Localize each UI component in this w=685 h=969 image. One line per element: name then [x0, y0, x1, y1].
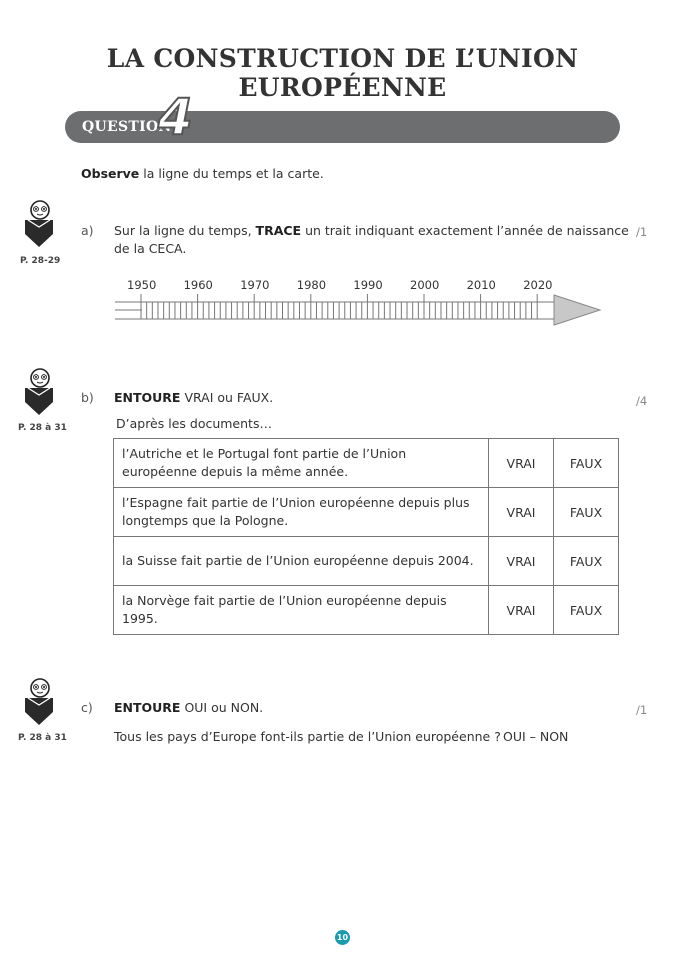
- table-row: [114, 439, 619, 488]
- faux-option[interactable]: FAUX: [554, 537, 619, 586]
- vrai-option[interactable]: VRAI: [489, 439, 554, 488]
- timeline-year-label: 2010: [466, 278, 496, 292]
- part-a-line1: [114, 223, 629, 238]
- mascot-icon: [22, 368, 56, 420]
- score-c: /1: [636, 703, 648, 717]
- timeline-year-label: 1980: [296, 278, 327, 292]
- table-row: [114, 537, 619, 586]
- page-number: 10: [335, 930, 350, 945]
- vrai-option[interactable]: VRAI: [489, 537, 554, 586]
- part-a-line1-bold: TRACE: [255, 223, 302, 238]
- mascot-icon: [22, 200, 56, 252]
- statement-cell: [114, 537, 489, 586]
- part-c-letter: c): [81, 700, 93, 715]
- page-title: LA CONSTRUCTION DE L’UNION EUROPÉENNE: [106, 44, 579, 102]
- table-row: [114, 586, 619, 635]
- timeline-year-label: 1960: [183, 278, 213, 292]
- timeline-arrow: [554, 295, 600, 325]
- part-c-instruction-bold: ENTOURE: [114, 700, 181, 715]
- true-false-table: [113, 438, 619, 635]
- vrai-option[interactable]: VRAI: [489, 488, 554, 537]
- score-b: /4: [636, 394, 648, 408]
- faux-option[interactable]: FAUX: [554, 586, 619, 635]
- timeline[interactable]: [110, 292, 610, 328]
- question-number: 4: [158, 88, 193, 146]
- statement-cell: [114, 488, 489, 537]
- part-b-instruction-rest: VRAI ou FAUX.: [180, 390, 274, 405]
- intro-bold: Observe: [81, 166, 140, 181]
- timeline-year-label: 1970: [240, 278, 270, 292]
- oui-non-answer[interactable]: OUI – NON: [503, 729, 569, 744]
- timeline-ticks: [141, 294, 537, 319]
- page-reference-b: P. 28 à 31: [18, 423, 67, 433]
- part-c-question: Tous les pays d’Europe font-ils partie de l’Union européenne ?: [114, 729, 501, 744]
- score-a: /1: [636, 225, 648, 239]
- page-reference-c: P. 28 à 31: [18, 733, 67, 743]
- statement-line2: européenne depuis la même année.: [122, 464, 349, 479]
- statement-cell: [114, 439, 489, 488]
- intro-text: [81, 166, 324, 181]
- part-a-line1-post: un trait indiquant exactement l’année de naissance: [301, 223, 629, 238]
- part-b-instruction-bold: ENTOURE: [114, 390, 181, 405]
- mascot-icon: [22, 678, 56, 730]
- statement-line1: la Norvège fait partie de l’Union européenne depuis: [122, 593, 447, 608]
- part-b-instruction: [114, 390, 273, 405]
- statement-line1: la Suisse fait partie de l’Union européenne depuis 2004.: [122, 553, 474, 568]
- timeline-year-label: 2000: [410, 278, 440, 292]
- vrai-option[interactable]: VRAI: [489, 586, 554, 635]
- faux-option[interactable]: FAUX: [554, 488, 619, 537]
- part-a-line1-pre: Sur la ligne du temps,: [114, 223, 256, 238]
- statement-cell: [114, 586, 489, 635]
- table-row: [114, 488, 619, 537]
- statement-line2: longtemps que la Pologne.: [122, 513, 289, 528]
- statement-line1: l’Autriche et le Portugal font partie de l’Union: [122, 446, 407, 461]
- part-c-instruction-rest: OUI ou NON.: [180, 700, 264, 715]
- statement-line1: l’Espagne fait partie de l’Union européenne depuis plus: [122, 495, 470, 510]
- part-c-instruction: [114, 700, 263, 715]
- intro-rest: la ligne du temps et la carte.: [139, 166, 324, 181]
- timeline-year-label: 1990: [353, 278, 383, 292]
- part-a-line2: de la CECA.: [114, 241, 187, 256]
- part-b-letter: b): [81, 390, 94, 405]
- part-b-subtitle: D’après les documents…: [116, 416, 272, 431]
- page-reference-a: P. 28-29: [20, 256, 61, 266]
- faux-option[interactable]: FAUX: [554, 439, 619, 488]
- timeline-year-label: 1950: [127, 278, 157, 292]
- question-label: QUESTION: [82, 119, 172, 135]
- timeline-year-label: 2020: [523, 278, 553, 292]
- part-a-letter: a): [81, 223, 94, 238]
- statement-line2: 1995.: [122, 611, 158, 626]
